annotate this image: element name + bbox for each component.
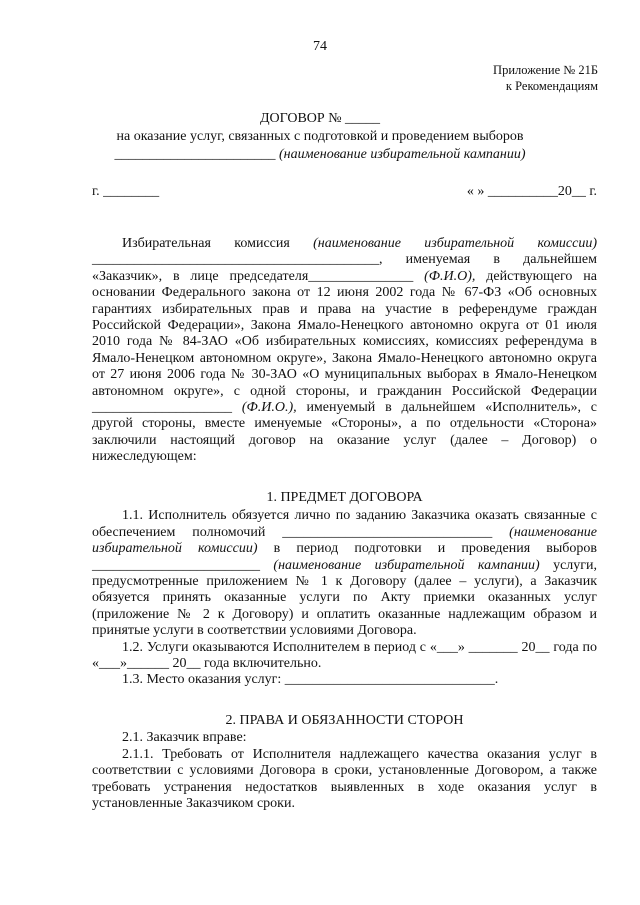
clause-1-1-b: в период подготовки и проведения выборов ________________________ xyxy=(92,541,598,573)
preamble-s4: именуемый в дальнейшем «Исполнитель», с другой стороны, вместе именуемые «Стороны», а по отдельности «Сторона» заключили настоящий договор на оказание услуг (далее – Договор) о нижеследующем: xyxy=(92,400,598,465)
preamble-s1: Избирательная комиссия xyxy=(122,236,290,251)
preamble-fio-note-2: (Ф.И.О.), xyxy=(241,400,297,416)
section-1-heading: 1. ПРЕДМЕТ ДОГОВОРА xyxy=(266,490,423,505)
date-field: « » __________20__ г. xyxy=(466,184,597,199)
section-2-heading: 2. ПРАВА И ОБЯЗАННОСТИ СТОРОН xyxy=(225,713,464,728)
section-1 xyxy=(92,490,597,689)
preamble-s3: действующего на основании Федерального закона от 12 июня 2002 года № 67-ФЗ «Об основных гарантиях избирательных прав и права на участие в референдуме граждан Российской Федерации», Закона Ямало-Ненецкого автономно округа от 01 июля 2010 года № 84-ЗАО «Об избирательных комиссиях, комиссиях референдума в Ямало-Ненецком автономном округе», Закона Ямало-Ненецкого автономно округа от 27 июня 2006 года № 30-ЗАО «О муниципальных выборах в Ямало-Ненецком автономном округе», с одной стороны, и гражданин Российской Федерации ____________________ xyxy=(92,268,597,416)
clause-1-1-campaign-note: (наименование избирательной кампании) xyxy=(273,557,540,573)
contract-title xyxy=(0,110,640,164)
campaign-blank: _______________________ xyxy=(114,147,276,162)
preamble xyxy=(92,236,597,466)
section-2 xyxy=(92,713,597,812)
clause-1-1 xyxy=(92,508,597,639)
page-number: 74 xyxy=(313,39,327,54)
preamble-commission-note: (наименование избирательной комиссии) xyxy=(313,236,597,251)
city-field: г. ________ xyxy=(92,184,160,199)
appendix-reference xyxy=(493,62,598,94)
appendix-line-2: к Рекомендациям xyxy=(505,79,598,93)
preamble-paragraph xyxy=(92,236,597,466)
preamble-s2: _________________________________________, именуемая в дальнейшем «Заказчик», в лице председателя_______________ xyxy=(92,252,597,284)
contract-title-main: ДОГОВОР № _____ xyxy=(259,111,381,126)
clause-2-1-1: 2.1.1. Требовать от Исполнителя надлежащего качества оказания услуг в соответствии с условиями Договора в сроки, установленные Договором, а также требовать устранения недостатков выявленных в ходе оказания услуг в установленные Заказчиком сроки. xyxy=(92,746,597,812)
campaign-note: (наименование избирательной кампании) xyxy=(279,147,526,162)
appendix-line-1: Приложение № 21Б xyxy=(493,63,598,77)
clause-1-2: 1.2. Услуги оказываются Исполнителем в период с «___» _______ 20__ года по «___»______ 20__ года включительно. xyxy=(92,639,597,672)
clause-1-1-c: услуги, предусмотренные приложением № 1 к Договору (далее – услуги), а Заказчик обязуется принять оказанные услуги по Акту приемки оказанных услуг (приложение № 2 к Договору) и оплатить оказанные надлежащим образом и принятые услуги в соответствии условиями Договора. xyxy=(92,557,598,639)
preamble-fio-note: (Ф.И.О), xyxy=(424,268,476,284)
clause-1-3: 1.3. Место оказания услуг: ______________________________. xyxy=(122,672,499,688)
clause-1-1-a: 1.1. Исполнитель обязуется лично по заданию Заказчика оказать связанные с обеспечением полномочий ______________________________ xyxy=(92,508,597,540)
clause-1-1-commission-note: (наименование избирательной комиссии) xyxy=(92,524,597,557)
contract-title-sub: на оказание услуг, связанных с подготовкой и проведением выборов xyxy=(116,129,524,144)
clause-2-1: 2.1. Заказчик вправе: xyxy=(122,730,247,746)
contract-title-campaign xyxy=(0,146,640,164)
